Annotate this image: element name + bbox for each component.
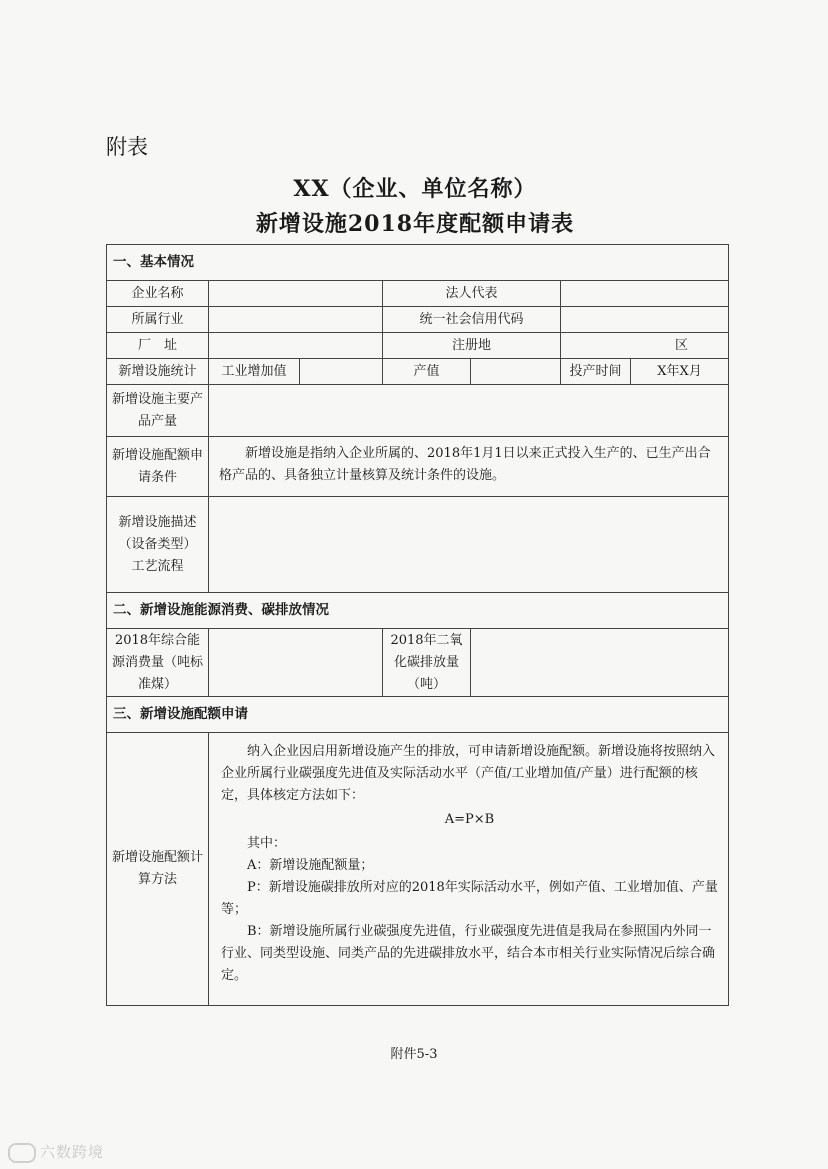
- appendix-label: 附表: [106, 135, 148, 159]
- registered-district: 区: [675, 338, 689, 353]
- company-name-field[interactable]: [209, 281, 383, 307]
- co2-label: 2018年二氧化碳排放量（吨）: [383, 629, 471, 697]
- method-def-b: B：新增设施所属行业碳强度先进值，行业碳强度先进值是我局在参照国内外同一行业、同类型设施、同类产品的先进碳排放水平，结合本市相关行业实际情况后综合确定。: [221, 924, 716, 983]
- output-label: 产值: [383, 359, 471, 385]
- method-where: 其中：: [247, 836, 287, 851]
- page-footer: 附件5-3: [390, 1047, 438, 1062]
- method-formula: A=P×B: [444, 812, 495, 827]
- registered-label: 注册地: [383, 333, 561, 359]
- industrial-value-label: 工业增加值: [209, 359, 300, 385]
- address-field[interactable]: [209, 333, 383, 359]
- stats-label: 新增设施统计: [107, 359, 209, 385]
- section2-heading: 二、新增设施能源消费、碳排放情况: [107, 593, 729, 629]
- form-title-line2: 新增设施2018年度配额申请表: [255, 211, 575, 237]
- description-field[interactable]: [209, 497, 729, 593]
- section1-heading: 一、基本情况: [107, 245, 729, 281]
- energy-label: 2018年综合能源消费量（吨标准煤）: [107, 629, 209, 697]
- watermark-text: 六数跨境: [40, 1143, 105, 1161]
- credit-code-label: 统一社会信用代码: [383, 307, 561, 333]
- method-paragraph: 纳入企业因启用新增设施产生的排放，可申请新增设施配额。新增设施将按照纳入企业所属行业碳强度先进值及实际活动水平（产值/工业增加值/产量）进行配额的核定，具体核定方法如下：: [221, 744, 716, 803]
- method-label: 新增设施配额计算方法: [107, 733, 209, 1006]
- description-label: [107, 497, 209, 593]
- form-title-line1: XX（企业、单位名称）: [293, 176, 537, 202]
- output-field[interactable]: [471, 359, 561, 385]
- industry-label: 所属行业: [107, 307, 209, 333]
- legal-rep-field[interactable]: [561, 281, 729, 307]
- registered-field[interactable]: [561, 333, 729, 359]
- method-def-a: A：新增设施配额量；: [247, 858, 374, 873]
- energy-field[interactable]: [209, 629, 383, 697]
- description-label-line3: 工艺流程: [131, 558, 184, 574]
- industrial-value-field[interactable]: [300, 359, 383, 385]
- watermark-logo-icon: [8, 1143, 36, 1163]
- section3-heading: 三、新增设施配额申请: [107, 697, 729, 733]
- legal-rep-label: 法人代表: [383, 281, 561, 307]
- conditions-label: 新增设施配额申请条件: [107, 437, 209, 497]
- company-name-label: 企业名称: [107, 281, 209, 307]
- industry-field[interactable]: [209, 307, 383, 333]
- co2-field[interactable]: [471, 629, 729, 697]
- main-product-label: 新增设施主要产品产量: [107, 385, 209, 437]
- address-label: 厂 址: [107, 333, 209, 359]
- application-form-table: [106, 244, 729, 1006]
- start-time-field[interactable]: X年X月: [631, 359, 729, 385]
- description-label-line1: 新增设施描述: [118, 514, 197, 530]
- conditions-text: 新增设施是指纳入企业所属的、2018年1月1日以来正式投入生产的、已生产出合格产品的、具备独立计量核算及统计条件的设施。: [209, 437, 729, 497]
- start-time-label: 投产时间: [561, 359, 631, 385]
- description-label-line2: （设备类型）: [118, 536, 197, 552]
- main-product-field[interactable]: [209, 385, 729, 437]
- watermark: [8, 1141, 104, 1163]
- method-def-p: P：新增设施碳排放所对应的2018年实际活动水平，例如产值、工业增加值、产量等；: [221, 880, 718, 917]
- credit-code-field[interactable]: [561, 307, 729, 333]
- method-content: [209, 733, 729, 1006]
